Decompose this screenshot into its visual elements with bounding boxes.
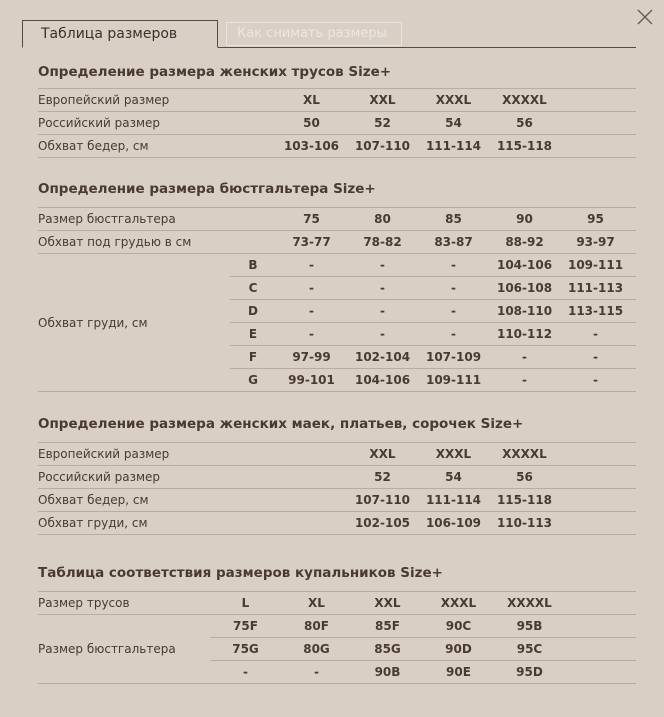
cup-label: G bbox=[230, 369, 276, 392]
table-cell: 83-87 bbox=[418, 231, 489, 254]
table-cell: 102-105 bbox=[347, 512, 418, 535]
bra-section-title: Определение размера бюстгальтера Size+ bbox=[38, 181, 376, 197]
table-cell: 90 bbox=[489, 208, 560, 231]
table-cell: XXXL bbox=[418, 89, 489, 112]
table-row bbox=[38, 112, 636, 135]
table-cell: XXXXL bbox=[489, 443, 560, 466]
table-cell: 111-113 bbox=[560, 277, 631, 300]
table-cell: 104-106 bbox=[489, 254, 560, 277]
table-cell: XXXXL bbox=[489, 89, 560, 112]
table-cell: 50 bbox=[276, 112, 347, 135]
empty-cell bbox=[565, 638, 636, 661]
row-label: Размер трусов bbox=[38, 592, 210, 615]
table-cell: 95 bbox=[560, 208, 631, 231]
row-label: Обхват бедер, см bbox=[38, 135, 276, 158]
table-cell: 75F bbox=[210, 615, 281, 638]
table-cell: - bbox=[560, 369, 631, 392]
table-row bbox=[38, 135, 636, 158]
empty-cell bbox=[560, 112, 636, 135]
empty-cell bbox=[631, 369, 636, 392]
table-cell: 85F bbox=[352, 615, 423, 638]
table-row bbox=[38, 615, 636, 638]
table-cell: - bbox=[276, 323, 347, 346]
table-cell: 56 bbox=[489, 466, 560, 489]
table-cell: 110-112 bbox=[489, 323, 560, 346]
table-cell: 113-115 bbox=[560, 300, 631, 323]
table-cell: XL bbox=[281, 592, 352, 615]
shirts-table bbox=[38, 442, 636, 535]
table-cell: 80 bbox=[347, 208, 418, 231]
empty-cell bbox=[631, 208, 636, 231]
bra-table bbox=[38, 207, 636, 392]
row-label: Обхват груди, см bbox=[38, 512, 347, 535]
table-cell: - bbox=[560, 323, 631, 346]
table-cell: XXXL bbox=[423, 592, 494, 615]
table-cell: 95C bbox=[494, 638, 565, 661]
table-cell: 75 bbox=[276, 208, 347, 231]
table-cell: 110-113 bbox=[489, 512, 560, 535]
cup-label: E bbox=[230, 323, 276, 346]
empty-cell bbox=[631, 231, 636, 254]
table-cell: XXL bbox=[352, 592, 423, 615]
table-row bbox=[38, 512, 636, 535]
row-label: Российский размер bbox=[38, 466, 347, 489]
row-label: Размер бюстгальтера bbox=[38, 208, 276, 231]
table-cell: 107-110 bbox=[347, 489, 418, 512]
swimwear-section-title: Таблица соответствия размеров купальников Size+ bbox=[38, 565, 443, 581]
close-icon[interactable] bbox=[636, 8, 654, 26]
table-cell: 54 bbox=[418, 466, 489, 489]
table-cell: 97-99 bbox=[276, 346, 347, 369]
table-cell: 85 bbox=[418, 208, 489, 231]
table-cell: 75G bbox=[210, 638, 281, 661]
empty-cell bbox=[565, 661, 636, 684]
table-cell: 93-97 bbox=[560, 231, 631, 254]
empty-cell bbox=[631, 254, 636, 277]
table-cell: - bbox=[347, 300, 418, 323]
empty-cell bbox=[631, 323, 636, 346]
table-cell: 107-109 bbox=[418, 346, 489, 369]
tab-how-to-measure[interactable]: Как снимать размеры bbox=[226, 22, 402, 46]
table-cell: 88-92 bbox=[489, 231, 560, 254]
table-cell: 109-111 bbox=[560, 254, 631, 277]
table-cell: 90C bbox=[423, 615, 494, 638]
table-cell: 107-110 bbox=[347, 135, 418, 158]
table-cell: - bbox=[418, 254, 489, 277]
table-cell: - bbox=[210, 661, 281, 684]
table-cell: XXL bbox=[347, 89, 418, 112]
row-label: Обхват груди, см bbox=[38, 254, 230, 392]
table-cell: - bbox=[276, 277, 347, 300]
table-cell: - bbox=[281, 661, 352, 684]
table-cell: - bbox=[276, 300, 347, 323]
table-row bbox=[38, 489, 636, 512]
table-cell: 99-101 bbox=[276, 369, 347, 392]
empty-cell bbox=[560, 512, 636, 535]
tab-size-table[interactable]: Таблица размеров bbox=[22, 20, 218, 48]
table-cell: 111-114 bbox=[418, 135, 489, 158]
empty-cell bbox=[631, 346, 636, 369]
empty-cell bbox=[560, 466, 636, 489]
table-cell: - bbox=[418, 277, 489, 300]
table-cell: 80F bbox=[281, 615, 352, 638]
table-cell: 90E bbox=[423, 661, 494, 684]
row-label: Российский размер bbox=[38, 112, 276, 135]
table-cell: 115-118 bbox=[489, 489, 560, 512]
panties-section-title: Определение размера женских трусов Size+ bbox=[38, 64, 392, 80]
empty-cell bbox=[560, 443, 636, 466]
table-cell: 52 bbox=[347, 112, 418, 135]
table-cell: 104-106 bbox=[347, 369, 418, 392]
empty-cell bbox=[631, 300, 636, 323]
table-row bbox=[38, 466, 636, 489]
table-cell: 106-108 bbox=[489, 277, 560, 300]
table-cell: - bbox=[347, 323, 418, 346]
table-cell: 111-114 bbox=[418, 489, 489, 512]
table-cell: 102-104 bbox=[347, 346, 418, 369]
table-cell: 54 bbox=[418, 112, 489, 135]
table-cell: - bbox=[489, 346, 560, 369]
table-cell: 73-77 bbox=[276, 231, 347, 254]
table-cell: 90B bbox=[352, 661, 423, 684]
cup-label: D bbox=[230, 300, 276, 323]
table-cell: 108-110 bbox=[489, 300, 560, 323]
cup-label: B bbox=[230, 254, 276, 277]
table-cell: 95D bbox=[494, 661, 565, 684]
table-cell: 52 bbox=[347, 466, 418, 489]
cup-label: C bbox=[230, 277, 276, 300]
table-cell: 106-109 bbox=[418, 512, 489, 535]
table-cell: L bbox=[210, 592, 281, 615]
table-cell: 80G bbox=[281, 638, 352, 661]
table-row bbox=[38, 231, 636, 254]
swimwear-table bbox=[38, 591, 636, 684]
table-cell: 85G bbox=[352, 638, 423, 661]
table-cell: XXL bbox=[347, 443, 418, 466]
table-row bbox=[38, 443, 636, 466]
table-cell: - bbox=[347, 277, 418, 300]
row-label: Размер бюстгальтера bbox=[38, 615, 210, 684]
cup-label: F bbox=[230, 346, 276, 369]
panties-table bbox=[38, 88, 636, 158]
table-cell: XXXL bbox=[418, 443, 489, 466]
table-cell: - bbox=[347, 254, 418, 277]
table-cell: 109-111 bbox=[418, 369, 489, 392]
row-label: Европейский размер bbox=[38, 89, 276, 112]
table-cell: 95B bbox=[494, 615, 565, 638]
table-cell: XL bbox=[276, 89, 347, 112]
table-cell: 78-82 bbox=[347, 231, 418, 254]
table-cell: 90D bbox=[423, 638, 494, 661]
row-label: Обхват бедер, см bbox=[38, 489, 347, 512]
table-cell: - bbox=[418, 323, 489, 346]
table-cell: 56 bbox=[489, 112, 560, 135]
table-row bbox=[38, 254, 636, 277]
table-cell: - bbox=[276, 254, 347, 277]
empty-cell bbox=[631, 277, 636, 300]
empty-cell bbox=[560, 489, 636, 512]
empty-cell bbox=[560, 89, 636, 112]
table-cell: - bbox=[418, 300, 489, 323]
row-label: Обхват под грудью в см bbox=[38, 231, 276, 254]
empty-cell bbox=[565, 592, 636, 615]
table-row bbox=[38, 208, 636, 231]
row-label: Европейский размер bbox=[38, 443, 347, 466]
table-cell: XXXXL bbox=[494, 592, 565, 615]
table-row bbox=[38, 592, 636, 615]
table-cell: 103-106 bbox=[276, 135, 347, 158]
empty-cell bbox=[560, 135, 636, 158]
tab-bar bbox=[22, 20, 636, 48]
table-cell: - bbox=[489, 369, 560, 392]
table-row bbox=[38, 89, 636, 112]
table-cell: - bbox=[560, 346, 631, 369]
empty-cell bbox=[565, 615, 636, 638]
shirts-section-title: Определение размера женских маек, платьев, сорочек Size+ bbox=[38, 416, 524, 432]
table-cell: 115-118 bbox=[489, 135, 560, 158]
